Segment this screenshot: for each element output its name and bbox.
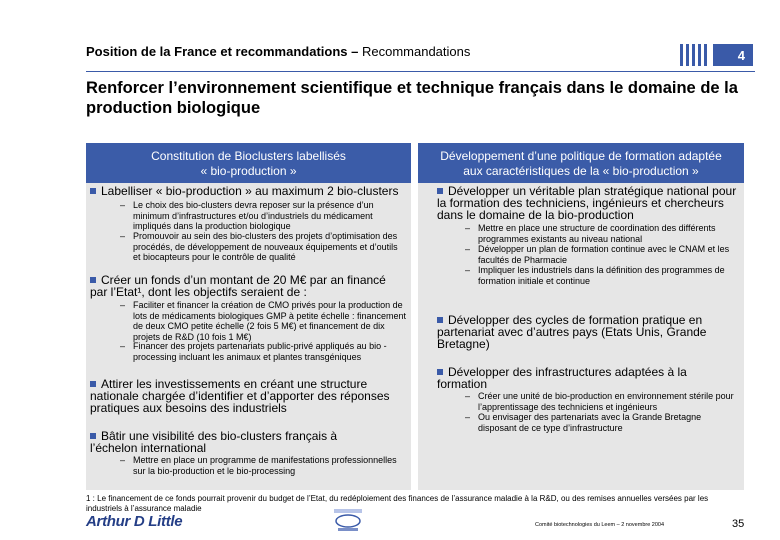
left-bullet-3: Attirer les investissements en créant une structure nationale chargée d’identifier et d’apporter des réponses pratiques aux besoins des industriels <box>90 377 390 415</box>
right-sub-3-1: – Créer une unité de bio-production en environnement stérile pour l’apprentissage des techniciens et ingénieurs <box>465 391 734 412</box>
header-title: Position de la France et recommandations – Recommandations <box>86 44 471 59</box>
left-bullet-4: Bâtir une visibilité des bio-clusters français à l’échelon international <box>90 429 338 455</box>
left-sub-2-2: – Financer des projets partenariats public-privé appliqués au bio -processing incluant les animaux et plantes transgéniques <box>120 341 387 362</box>
right-sub-3-2: – Ou envisager des partenariats avec la Grande Bretagne disposant de ce type d’infrastructure <box>465 412 702 433</box>
right-bullet-3: Développer des infrastructures adaptées à la formation <box>437 365 687 391</box>
square-bullet-icon <box>90 433 96 439</box>
leem-logo-icon <box>330 507 366 533</box>
square-bullet-icon <box>437 188 443 194</box>
right-bullet-2: Développer des cycles de formation pratique en partenariat avec d’autres pays (Etats Unis, Grande Bretagne) <box>437 313 707 351</box>
square-bullet-icon <box>90 381 96 387</box>
arthur-d-little-logo: Arthur D Little <box>86 513 183 530</box>
right-sub-1-3: – Impliquer les industriels dans la définition des programmes de formation initiale et continue <box>465 265 725 286</box>
right-bullet-1: Développer un véritable plan stratégique national pour la formation des techniciens, ingénieurs et chercheurs dans le domaine de la bio-production <box>437 184 737 222</box>
section-number-badge: 4 <box>713 44 753 66</box>
left-sub-1-2: – Promouvoir au sein des bio-clusters des projets d’optimisation des procédés, de développement de nouveaux équipements et d’outils et biocapteurs pour le contrôle de qualité <box>120 231 398 262</box>
left-bullet-1: Labelliser « bio-production » au maximum 2 bio-clusters <box>90 185 408 197</box>
right-sub-1-1: – Mettre en place une structure de coordination des différents programmes existants au niveau national <box>465 223 716 244</box>
square-bullet-icon <box>90 188 96 194</box>
right-sub-1-2: – Développer un plan de formation continue avec le CNAM et les facultés de Pharmacie <box>465 244 730 265</box>
left-sub-1-1: – Le choix des bio-clusters devra reposer sur la présence d’un minimum d’infrastructures et/ou d’industriels du médicament impliqués dans la production biologique <box>120 200 374 231</box>
left-sub-2-1: – Faciliter et financer la création de CMO privés pour la production de lots de médicaments biologiques GMP à petite échelle : financement de deux CMO petite échelle (2 fois 5 M€) et financement de dix projets de R&D (10 fois 1 M€) <box>120 300 406 342</box>
square-bullet-icon <box>437 317 443 323</box>
square-bullet-icon <box>90 277 96 283</box>
footnote: 1 : Le financement de ce fonds pourrait provenir du budget de l’Etat, du redéploiement des finances de l’assurance maladie à la R&D, ou des remises annuelles versées par les industriels à l’assurance maladie <box>86 494 709 513</box>
left-column-heading: Constitution de Bioclusters labellisés « bio-production » <box>86 143 411 183</box>
left-sub-4-1: – Mettre en place un programme de manifestations professionnelles sur la bio-production et le bio-processing <box>120 455 397 476</box>
square-bullet-icon <box>437 369 443 375</box>
page-title: Renforcer l’environnement scientifique et technique français dans le domaine de la production biologique <box>86 79 738 117</box>
page-number: 35 <box>732 518 745 530</box>
source-note: Comité biotechnologies du Leem – 2 novembre 2004 <box>535 522 665 528</box>
header-rule <box>86 71 755 72</box>
right-column-heading: Développement d’une politique de formation adaptée aux caractéristiques de la « bio-production » <box>418 143 744 183</box>
left-bullet-2: Créer un fonds d’un montant de 20 M€ par an financé par l’Etat¹, dont les objectifs seraient de : <box>90 273 386 299</box>
